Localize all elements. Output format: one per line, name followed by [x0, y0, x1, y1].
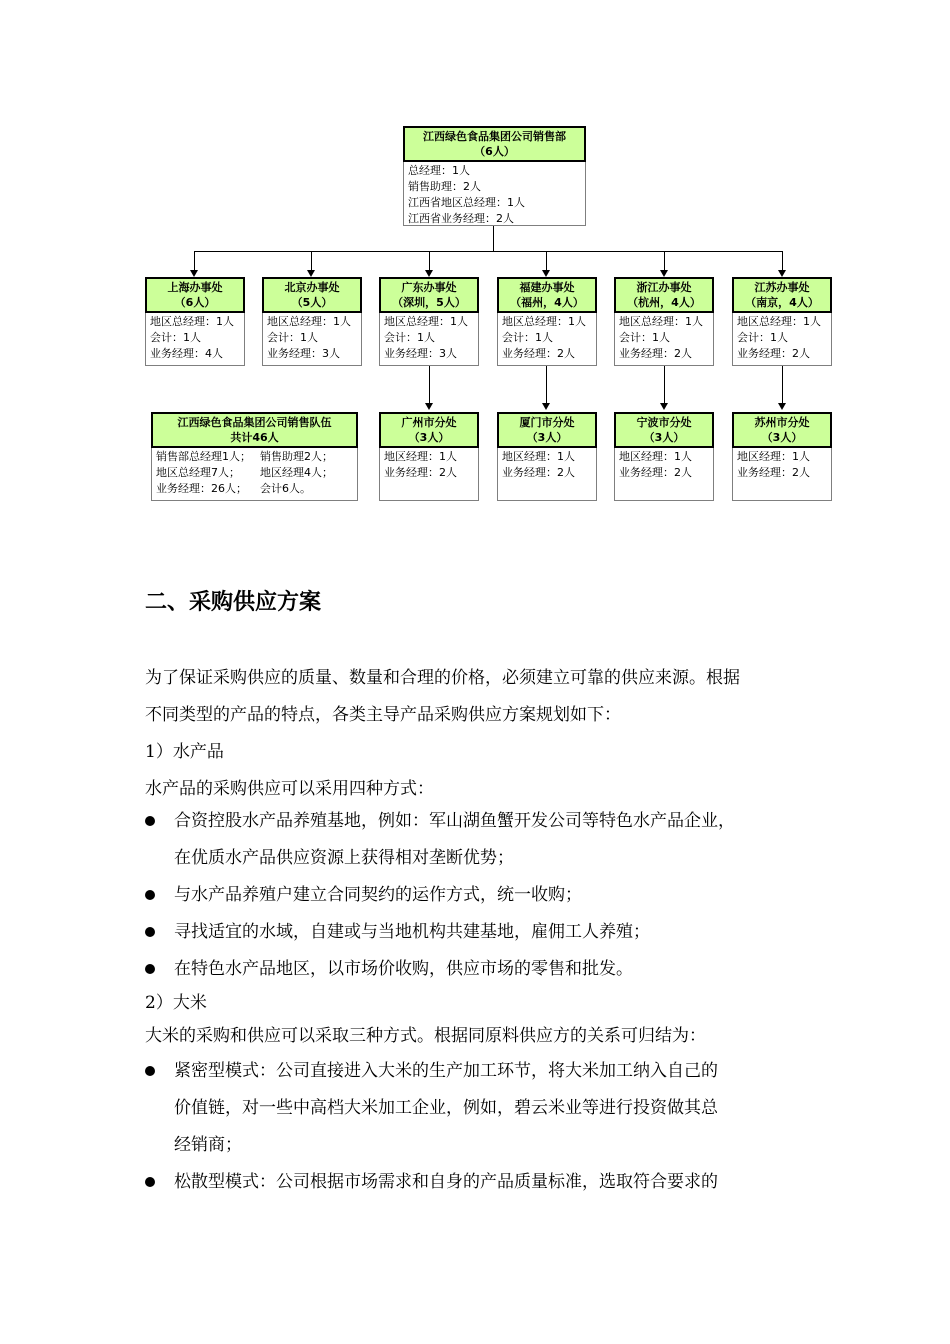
org-node-line: 总经理：1人	[408, 164, 470, 177]
list-item-text: 在优质水产品供应资源上获得相对垄断优势；	[174, 848, 514, 868]
org-node-line: 地区总经理：1人	[737, 315, 821, 328]
org-node-subtitle: （杭州，4人）	[627, 296, 701, 309]
org-node-title: 江苏办事处	[754, 281, 810, 294]
org-node-line: 业务经理：2人	[384, 466, 457, 479]
summary-row	[156, 465, 353, 481]
org-node-line: 江西省业务经理：2人	[408, 212, 514, 225]
list-item-text: 与水产品养殖户建立合同契约的运作方式，统一收购；	[174, 885, 582, 905]
org-node-body	[152, 448, 357, 498]
arrow-icon	[307, 270, 315, 277]
bullet-icon	[145, 1177, 155, 1187]
arrow-icon	[660, 403, 668, 410]
list-item-text: 松散型模式：公司根据市场需求和自身的产品质量标准，选取符合要求的	[174, 1172, 718, 1192]
org-node-guangzhou-branch	[379, 412, 479, 501]
bullet-icon	[145, 816, 155, 826]
org-node-title: 上海办事处	[167, 281, 223, 294]
org-node-line: 地区总经理：1人	[502, 315, 586, 328]
org-node-line: 业务经理：3人	[384, 347, 457, 360]
org-node-line: 地区经理：1人	[384, 450, 457, 463]
org-node-subtitle: （南京，4人）	[745, 296, 819, 309]
org-node-header	[262, 277, 362, 313]
bullet-icon	[145, 1066, 155, 1076]
org-node-title: 厦门市分处	[519, 416, 575, 429]
org-node-title: 宁波市分处	[636, 416, 692, 429]
connector-line	[664, 251, 665, 270]
org-node-line: 会计：1人	[502, 331, 553, 344]
org-node-body	[733, 313, 831, 363]
arrow-icon	[660, 270, 668, 277]
org-node-line: 地区经理：1人	[737, 450, 810, 463]
paragraph: 为了保证采购供应的质量、数量和合理的价格，必须建立可靠的供应来源。根据	[145, 668, 740, 688]
arrow-icon	[190, 270, 198, 277]
org-node-line: 业务经理：2人	[737, 466, 810, 479]
org-node-body	[380, 448, 478, 482]
list-item-text: 在特色水产品地区，以市场价收购，供应市场的零售和批发。	[174, 959, 633, 979]
org-node-subtitle: （福州，4人）	[510, 296, 584, 309]
connector-line	[429, 251, 430, 270]
connector-line	[194, 251, 783, 252]
org-node-line: 业务经理：2人	[737, 347, 810, 360]
org-node-body	[263, 313, 361, 363]
summary-cell: 业务经理：26人；	[156, 482, 247, 495]
org-node-title: 苏州市分处	[754, 416, 810, 429]
org-node-body	[615, 448, 713, 482]
connector-line	[194, 251, 195, 270]
subheading: 1）水产品	[145, 742, 224, 762]
org-node-subtitle: （6人）	[474, 145, 515, 158]
list-item-text: 经销商；	[174, 1135, 242, 1155]
org-node-line: 会计：1人	[619, 331, 670, 344]
bullet-icon	[145, 890, 155, 900]
connector-line	[782, 366, 783, 403]
org-node-line: 业务经理：3人	[267, 347, 340, 360]
org-node-header	[497, 412, 597, 448]
connector-line	[546, 251, 547, 270]
org-node-subtitle: （深圳，5人）	[392, 296, 466, 309]
bullet-icon	[145, 964, 155, 974]
org-node-line: 地区经理：1人	[619, 450, 692, 463]
org-node-guangdong-office	[379, 277, 479, 366]
org-node-jiangsu-office	[732, 277, 832, 366]
org-node-body	[380, 313, 478, 363]
summary-cell: 会计6人。	[260, 482, 311, 495]
org-node-body	[498, 313, 596, 363]
org-node-subtitle: （6人）	[174, 296, 216, 309]
org-node-line: 地区总经理：1人	[619, 315, 703, 328]
arrow-icon	[542, 270, 550, 277]
arrow-icon	[778, 403, 786, 410]
org-node-subtitle: （3人）	[526, 431, 568, 444]
summary-cell: 地区总经理7人；	[156, 466, 240, 479]
connector-line	[782, 251, 783, 270]
org-node-ningbo-branch	[614, 412, 714, 501]
summary-row	[156, 481, 353, 497]
org-node-line: 地区总经理：1人	[384, 315, 468, 328]
org-node-line: 业务经理：2人	[619, 347, 692, 360]
org-node-sales-dept	[403, 126, 586, 226]
org-node-line: 会计：1人	[384, 331, 435, 344]
arrow-icon	[425, 270, 433, 277]
bullet-icon	[145, 927, 155, 937]
org-node-header	[145, 277, 245, 313]
connector-line	[429, 366, 430, 403]
connector-line	[546, 366, 547, 403]
org-node-title: 北京办事处	[284, 281, 340, 294]
org-node-body	[404, 162, 585, 228]
arrow-icon	[778, 270, 786, 277]
arrow-icon	[542, 403, 550, 410]
org-node-body	[733, 448, 831, 482]
connector-line	[493, 226, 494, 251]
org-node-line: 业务经理：4人	[150, 347, 223, 360]
org-node-title: 浙江办事处	[636, 281, 692, 294]
list-item-text: 价值链，对一些中高档大米加工企业，例如，碧云米业等进行投资做其总	[174, 1098, 718, 1118]
org-node-subtitle: （3人）	[643, 431, 685, 444]
summary-cell: 地区经理4人；	[260, 466, 333, 479]
org-node-shanghai-office	[145, 277, 245, 366]
org-node-body	[498, 448, 596, 482]
org-node-zhejiang-office	[614, 277, 714, 366]
org-node-beijing-office	[262, 277, 362, 366]
org-node-title: 广州市分处	[401, 416, 457, 429]
summary-cell: 销售部总经理1人；	[156, 450, 251, 463]
list-item-text: 寻找适宜的水域，自建或与当地机构共建基地，雇佣工人养殖；	[174, 922, 650, 942]
org-node-header	[151, 412, 358, 448]
org-chart	[0, 0, 950, 520]
list-item-text: 合资控股水产品养殖基地，例如：军山湖鱼蟹开发公司等特色水产品企业，	[174, 811, 735, 831]
org-node-header	[497, 277, 597, 313]
paragraph: 大米的采购和供应可以采取三种方式。根据同原料供应方的关系可归结为：	[145, 1026, 706, 1046]
org-node-header	[379, 277, 479, 313]
connector-line	[664, 366, 665, 403]
org-node-line: 地区总经理：1人	[267, 315, 351, 328]
org-node-body	[146, 313, 244, 363]
org-node-header	[614, 412, 714, 448]
list-item-text: 紧密型模式：公司直接进入大米的生产加工环节，将大米加工纳入自己的	[174, 1061, 718, 1081]
org-node-line: 地区总经理：1人	[150, 315, 234, 328]
org-node-line: 业务经理：2人	[502, 466, 575, 479]
org-node-title: 福建办事处	[519, 281, 575, 294]
org-node-body	[615, 313, 713, 363]
org-node-line: 江西省地区总经理：1人	[408, 196, 525, 209]
org-node-header	[379, 412, 479, 448]
org-node-header	[732, 412, 832, 448]
summary-row	[156, 449, 353, 465]
org-node-subtitle: （3人）	[408, 431, 450, 444]
org-node-title: 广东办事处	[401, 281, 457, 294]
org-node-suzhou-branch	[732, 412, 832, 501]
org-node-line: 销售助理：2人	[408, 180, 481, 193]
org-node-header	[614, 277, 714, 313]
org-node-header	[732, 277, 832, 313]
paragraph: 水产品的采购供应可以采用四种方式：	[145, 779, 434, 799]
section-title: 二、采购供应方案	[145, 590, 322, 615]
org-node-header	[403, 126, 586, 162]
org-node-sales-team-summary	[151, 412, 358, 501]
org-node-line: 会计：1人	[737, 331, 788, 344]
org-node-xiamen-branch	[497, 412, 597, 501]
org-node-line: 业务经理：2人	[619, 466, 692, 479]
org-node-title: 江西绿色食品集团公司销售队伍	[177, 416, 332, 429]
org-node-line: 会计：1人	[150, 331, 201, 344]
paragraph: 不同类型的产品的特点，各类主导产品采购供应方案规划如下：	[145, 705, 621, 725]
subheading: 2）大米	[145, 993, 207, 1013]
org-node-subtitle: 共计46人	[230, 431, 279, 444]
org-node-line: 地区经理：1人	[502, 450, 575, 463]
arrow-icon	[425, 403, 433, 410]
connector-line	[311, 251, 312, 270]
org-node-title: 江西绿色食品集团公司销售部	[423, 130, 566, 143]
org-node-line: 会计：1人	[267, 331, 318, 344]
summary-cell: 销售助理2人；	[260, 450, 333, 463]
org-node-fujian-office	[497, 277, 597, 366]
org-node-line: 业务经理：2人	[502, 347, 575, 360]
org-node-subtitle: （3人）	[761, 431, 803, 444]
org-node-subtitle: （5人）	[291, 296, 333, 309]
